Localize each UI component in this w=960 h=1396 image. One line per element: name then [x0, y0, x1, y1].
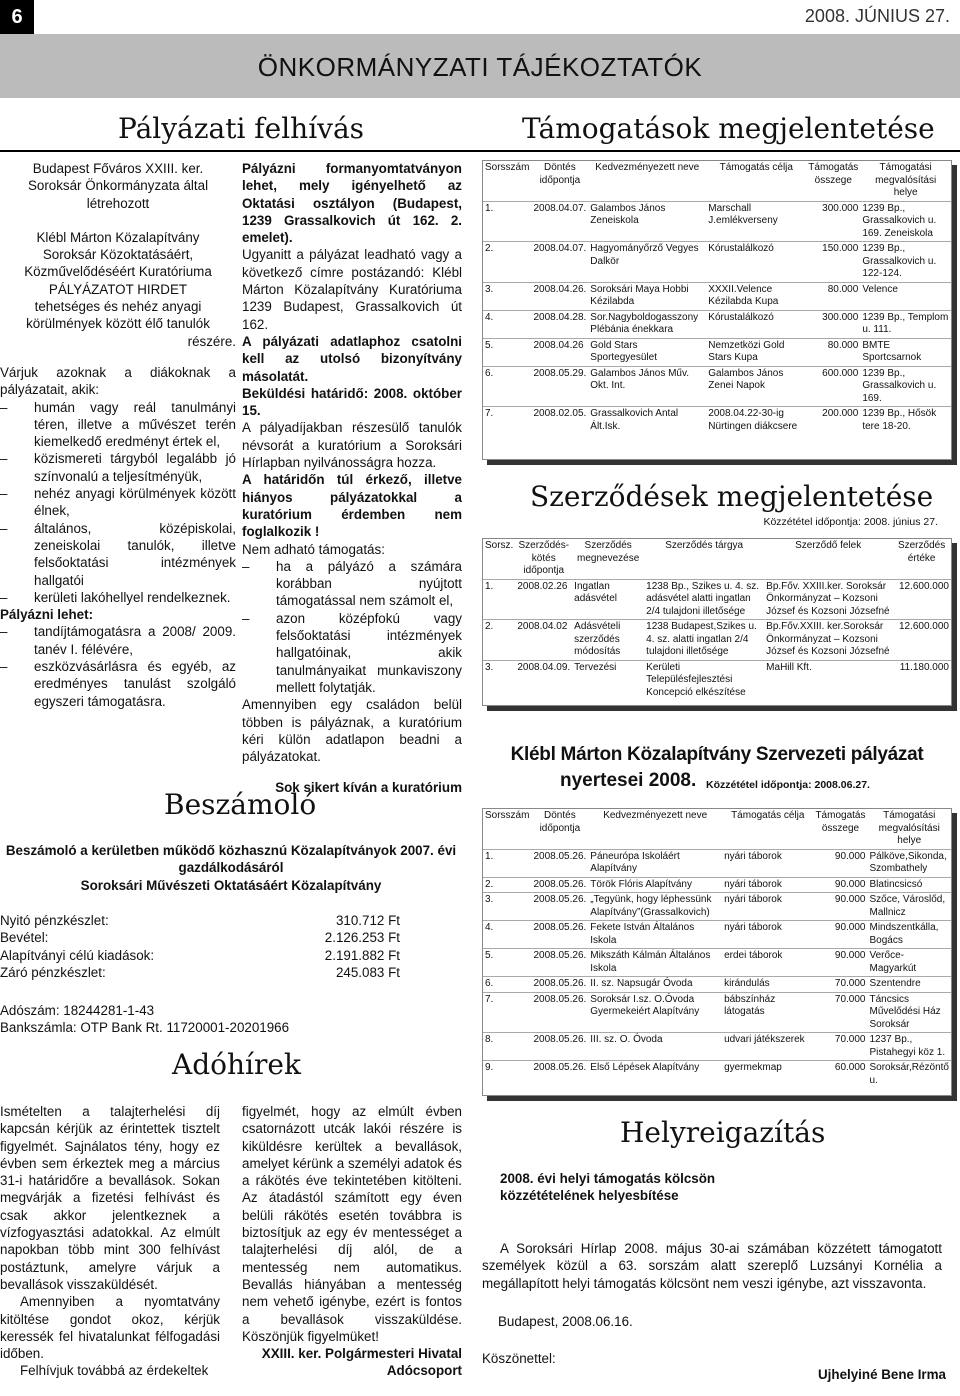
- table-cell: 2008.05.26.: [531, 921, 588, 949]
- table-cell: Ingatlan adásvétel: [572, 579, 644, 620]
- adohirek-signature: Adócsoport: [386, 1363, 462, 1379]
- table-cell: Velence: [860, 282, 951, 310]
- can-apply-item: – tandíjtámogatásra a 2008/ 2009. tanév I. félévére,: [0, 623, 236, 658]
- table-cell: erdei táborok: [722, 949, 813, 977]
- intro-line: létrehozott: [86, 195, 150, 211]
- table-row: [483, 338, 951, 366]
- col-header: Támogatás összege: [815, 810, 866, 834]
- table-cell: Adásvételi szerződés módosítás: [572, 620, 644, 661]
- can-apply-item: – eszközvásárlásra és egyéb, az eredményes tanulást szolgáló egyszeri támogatásra.: [0, 658, 236, 710]
- table-cell: kirándulás: [722, 977, 813, 993]
- finance-label: Záró pénzkészlet:: [0, 964, 106, 980]
- table-cell: MaHill Kft.: [764, 660, 892, 700]
- table-cell: 1239 Bp., Grassalkovich u. 169.: [860, 366, 951, 407]
- finance-row: [0, 929, 400, 946]
- helyreigazitas-date: Budapest, 2008.06.16.: [498, 1314, 633, 1329]
- table-cell: 300.000: [806, 310, 860, 338]
- submit-text: Ugyanitt a pályázat leadható vagy a következő címre postázandó: Klébl Márton Közalapítvány Kuratóriuma 1239 Budapest, Grassalkovich út 162.: [242, 247, 462, 332]
- can-apply-label: Pályázni lehet:: [0, 607, 94, 623]
- col-header: Sorsszám: [485, 162, 530, 173]
- table-cell: Kórustalálkozó: [706, 242, 806, 283]
- table-cell: Mindszentkálla, Bogács: [868, 921, 952, 949]
- col-header: Szerződés-kötés időpontja: [518, 540, 570, 576]
- finance-row: [0, 964, 400, 981]
- late-text: A határidőn túl érkező, illetve hiányos pályázatokkal a kuratórium érdemben nem foglalkozik !: [242, 472, 462, 540]
- table-cell: Soroksár I.sz. O.Óvoda Gyermekeiért Alapítvány: [588, 992, 722, 1033]
- helyreigazitas-subtitle: 2008. évi helyi támogatás kölcsön közzétételének helyesbítése: [500, 1171, 716, 1203]
- adohirek-paragraph: Felhívjuk továbbá az érdekeltek: [20, 1363, 209, 1379]
- condition-item: – nehéz anyagi körülmények között élnek,: [0, 485, 236, 520]
- szerzodesek-table: [483, 539, 951, 700]
- not-given-item: – azon középfokú vagy felsőoktatási intézmények hallgatóinak, akik tanulmányaikat munkaviszony mellett folytatják.: [242, 610, 462, 696]
- table-cell: Galambos János Zenei Napok: [706, 366, 806, 407]
- adohirek-signature: XXIII. ker. Polgármesteri Hivatal: [261, 1346, 462, 1362]
- table-cell: 90.000: [813, 877, 867, 893]
- adohirek-col2: [242, 1103, 462, 1380]
- table-cell: 1239 Bp., Hősök tere 18-20.: [860, 407, 951, 435]
- beszamolo-foundation: Soroksári Művészeti Oktatásáért Közalapítvány: [80, 878, 382, 893]
- table-cell: 3.: [483, 893, 531, 921]
- table-cell: 2.: [483, 877, 531, 893]
- table-cell: 2008.04.22-30-ig Nürtingen diákcsere: [706, 407, 806, 435]
- table-cell: „Tegyünk, hogy léphessünk Alapítvány”(Grassalkovich): [588, 893, 722, 921]
- table-cell: 6.: [483, 366, 531, 407]
- col-header: Kedvezményezett neve: [603, 810, 708, 821]
- table-cell: III. sz. O. Óvoda: [588, 1033, 722, 1061]
- table-cell: 150.000: [806, 242, 860, 283]
- form-text: Pályázni formanyomtatványon lehet, mely igényelhető az Oktatási osztályon (Budapest, 1239 Grassalkovich út 162. 2. emelet).: [242, 161, 462, 246]
- table-cell: 90.000: [813, 921, 867, 949]
- table-cell: Galambos János Műv. Okt. Int.: [588, 366, 706, 407]
- bank-account: Bankszámla: OTP Bank Rt. 11720001-20201966: [0, 1020, 290, 1035]
- table-cell: 1239 Bp., Grassalkovich u. 169. Zeneiskola: [860, 201, 951, 242]
- finance-label: Bevétel:: [0, 930, 49, 946]
- col-header: Támogatás célja: [731, 810, 805, 821]
- table-cell: 2008.02.05.: [531, 407, 588, 435]
- table-cell: 2008.05.26.: [531, 849, 588, 877]
- table-row: [483, 1033, 951, 1061]
- table-cell: 2008.05.26.: [531, 1061, 588, 1089]
- winners-text: A pályadíjakban részesülő tanulók névsorát a kuratórium a Soroksári Hírlapban nyilvánosságra hozza.: [242, 420, 462, 471]
- table-cell: Mikszáth Kálmán Általános Iskola: [588, 949, 722, 977]
- table-cell: Grassalkovich Antal Ált.Isk.: [588, 407, 706, 435]
- table-row: [483, 977, 951, 993]
- not-given-label: Nem adható támogatás:: [242, 541, 385, 557]
- table-cell: 600.000: [806, 366, 860, 407]
- finance-value: 2.126.253 Ft: [324, 930, 400, 946]
- palyazat-middle-column: [242, 160, 462, 797]
- col-header: Támogatás összege: [808, 162, 859, 186]
- org-line: Soroksár Közoktatásáért,: [42, 247, 194, 263]
- header-rule: [0, 150, 960, 152]
- target-line: tehetséges és nehéz anyagi: [34, 299, 202, 315]
- palyazat-title: Pályázati felhívás: [118, 112, 365, 145]
- table-row: [483, 921, 951, 949]
- finance-row: [0, 947, 400, 964]
- table-cell: udvari játékszerek: [722, 1033, 813, 1061]
- adohirek-paragraph: Amennyiben a nyomtatvány kitöltése gondot okoz, kérjük keressék fel hivatalunkat félfogadási időben.: [0, 1294, 220, 1362]
- table-cell: Soroksár,Rézöntő u.: [868, 1061, 952, 1089]
- table-cell: 90.000: [813, 849, 867, 877]
- table-cell: 2008.04.28.: [531, 310, 588, 338]
- table-row: [483, 407, 951, 435]
- adohirek-col1: [0, 1103, 220, 1380]
- table-cell: Blatincsicsó: [868, 877, 952, 893]
- table-row: [483, 849, 951, 877]
- table-row: [483, 877, 951, 893]
- col-header: Támogatás célja: [719, 162, 793, 173]
- target-block: [0, 298, 236, 350]
- org-line: Közművelődéséért Kuratóriuma: [24, 264, 212, 280]
- klebl-title: Klébl Márton Közalapítvány Szervezeti pályázat: [510, 744, 924, 765]
- table-cell: BMTE Sportcsarnok: [860, 338, 951, 366]
- table-cell: 200.000: [806, 407, 860, 435]
- table-cell: 7.: [483, 992, 531, 1033]
- klebl-table-box: [482, 808, 952, 1096]
- table-cell: 5.: [483, 338, 531, 366]
- intro-line: Budapest Főváros XXIII. ker.: [32, 161, 204, 176]
- col-header: Döntés időpontja: [539, 810, 581, 834]
- table-cell: nyári táborok: [722, 893, 813, 921]
- table-row: [483, 1061, 951, 1089]
- table-cell: 5.: [483, 949, 531, 977]
- deadline-text: Beküldési határidő: 2008. október 15.: [242, 385, 462, 419]
- helyreigazitas-body: A Soroksári Hírlap 2008. május 30-ai számában közzétett támogatott személyek közül a 63. sorszám alatt szereplő Luzsányi Kornélia a megállapított helyi támogatás kölcsönt nem veszi igénybe, azt visszavonta.: [482, 1241, 942, 1291]
- table-cell: Marschall J.emlékverseny: [706, 201, 806, 242]
- table-cell: 6.: [483, 977, 531, 993]
- table-cell: 1239 Bp., Templom u. 111.: [860, 310, 951, 338]
- col-header: Szerződés értéke: [897, 540, 946, 564]
- table-row: [483, 201, 951, 242]
- table-row: [483, 310, 951, 338]
- org-line: PÁLYÁZATOT HIRDET: [48, 281, 188, 297]
- table-cell: 90.000: [813, 893, 867, 921]
- table-cell: 60.000: [813, 1061, 867, 1089]
- table-cell: Szőce, Városlőd, Mallnicz: [868, 893, 952, 921]
- table-cell: nyári táborok: [722, 877, 813, 893]
- table-cell: 1.: [483, 201, 531, 242]
- finance-row: [0, 912, 400, 929]
- table-cell: 3.: [483, 660, 515, 700]
- table-cell: 2008.05.26.: [531, 977, 588, 993]
- table-cell: 90.000: [813, 949, 867, 977]
- closing-text: Sok sikert kíván a kuratórium: [275, 780, 462, 796]
- helyreigazitas-signature: Ujhelyiné Bene Irma: [818, 1367, 947, 1382]
- table-row: [483, 660, 951, 700]
- col-header: Támogatási megvalósítási helye: [878, 810, 940, 846]
- issue-date: 2008. JÚNIUS 27.: [804, 6, 950, 26]
- table-row: [483, 992, 951, 1033]
- beszamolo-subtitle: Beszámoló a kerületben működő közhasznú Közalapítványok 2007. évi gazdálkodásáról: [5, 843, 457, 875]
- banner-title: ÖNKORMÁNYZATI TÁJÉKOZTATÓK: [257, 52, 703, 82]
- table-cell: 2008.05.26.: [531, 893, 588, 921]
- helyreigazitas-title: Helyreigazítás: [620, 1116, 826, 1149]
- table-cell: 2.: [483, 242, 531, 283]
- szerzodesek-table-box: [482, 538, 952, 706]
- szerzodesek-date: Közzététel időpontja: 2008. június 27.: [763, 516, 938, 528]
- tamogatasok-title: Támogatások megjelentetése: [522, 112, 935, 145]
- col-header: Sorsz.: [485, 540, 514, 551]
- beszamolo-finances: [0, 912, 400, 981]
- klebl-table: [483, 809, 951, 1088]
- klebl-date: Közzététel időpontja: 2008.06.27.: [706, 779, 870, 791]
- table-cell: XXXII.Velence Kézilabda Kupa: [706, 282, 806, 310]
- table-cell: 1.: [483, 579, 515, 620]
- table-cell: 8.: [483, 1033, 531, 1061]
- table-cell: Táncsics Művelődési Ház Soroksár: [868, 992, 952, 1033]
- col-header: Támogatási megvalósítási helye: [875, 162, 937, 198]
- table-cell: 2008.05.26.: [531, 949, 588, 977]
- table-cell: 2.: [483, 620, 515, 661]
- tamogatasok-table-box: [482, 160, 952, 460]
- adohirek-paragraph: Ismételten a talajterhelési díj kapcsán kérjük az érintettek tisztelt figyelmét. Sajnálatos tény, hogy ez évben sem érkeztek meg a március 31-i határidőre a bevallások. Sokan megvárják a fizetési felhívást és csak akkor jelentkeznek a vízfogyasztási adatokkal. Az elmúlt napokban több mint 300 felhívást postáztunk, amelyre várjuk a bevallások visszaküldését.: [0, 1104, 220, 1292]
- table-cell: 3.: [483, 282, 531, 310]
- table-row: [483, 242, 951, 283]
- family-text: Amennyiben egy családon belül többen is pályáznak, a kuratórium kéri külön adatlapon beadni a pályázatokat.: [242, 697, 462, 765]
- col-header: Szerződés tárgya: [665, 540, 744, 551]
- table-cell: 300.000: [806, 201, 860, 242]
- table-cell: Kerületi Településfejlesztési Koncepció elkészítése: [644, 660, 764, 700]
- table-cell: 2008.04.26: [531, 338, 588, 366]
- table-cell: 80.000: [806, 282, 860, 310]
- org-line: Klébl Márton Közalapítvány: [36, 229, 200, 245]
- table-cell: Pálköve,Sikonda, Szombathely: [868, 849, 952, 877]
- table-row: [483, 366, 951, 407]
- table-cell: 2008.04.02: [515, 620, 572, 661]
- table-cell: Bp.Főv.XXIII. ker.Soroksár Önkormányzat – Kozsoni József és Kozsoni Józsefné: [764, 620, 892, 661]
- page-number: 6: [0, 0, 34, 34]
- table-cell: 2008.02.26: [515, 579, 572, 620]
- col-header: Szerződés megnevezése: [577, 540, 640, 564]
- table-cell: 70.000: [813, 977, 867, 993]
- table-cell: 70.000: [813, 992, 867, 1033]
- table-cell: 2008.04.07.: [531, 242, 588, 283]
- table-cell: 2008.04.26.: [531, 282, 588, 310]
- target-line: körülmények között élő tanulók: [26, 316, 210, 332]
- table-cell: nyári táborok: [722, 921, 813, 949]
- attach-text: A pályázati adatlaphoz csatolni kell az utolsó bizonyítvány másolatát.: [242, 333, 462, 384]
- table-cell: Szentendre: [868, 977, 952, 993]
- col-header: Szerződő felek: [795, 540, 862, 551]
- table-cell: Bp.Főv. XXIII.ker. Soroksár Önkormányzat – Kozsoni József és Kozsoni Józsefné: [764, 579, 892, 620]
- target-line: részére.: [187, 333, 236, 349]
- table-cell: 2008.05.26.: [531, 992, 588, 1033]
- table-cell: Sor.Nagyboldogasszony Plébánia énekkara: [588, 310, 706, 338]
- table-cell: 2008.05.29.: [531, 366, 588, 407]
- table-cell: 70.000: [813, 1033, 867, 1061]
- not-given-item: – ha a pályázó a számára korábban nyújtott támogatással nem számolt el,: [242, 558, 462, 610]
- table-cell: 2008.04.09.: [515, 660, 572, 700]
- condition-item: – általános, középiskolai, zeneiskolai tanulók, illetve felsőoktatási intézmények hallgatói: [0, 520, 236, 589]
- condition-item: – közismereti tárgyból legalább jó színvonalú a teljesítményük,: [0, 450, 236, 485]
- table-cell: 2008.04.07.: [531, 201, 588, 242]
- szerzodesek-title: Szerződések megjelentetése: [530, 480, 934, 513]
- table-cell: Kórustalálkozó: [706, 310, 806, 338]
- org-block: [0, 229, 236, 298]
- table-cell: 2008.05.26.: [531, 877, 588, 893]
- tamogatasok-table: [483, 161, 951, 434]
- tax-id: Adószám: 18244281-1-43: [0, 1003, 155, 1018]
- table-cell: Soroksári Maya Hobbi Kézilabda: [588, 282, 706, 310]
- table-cell: 1238 Budapest,Szikes u. 4. sz. alatti ingatlan 2/4 tulajdoni illetősége: [644, 620, 764, 661]
- table-cell: Török Flóris Alapítvány: [588, 877, 722, 893]
- condition-item: – kerületi lakóhellyel rendelkeznek.: [0, 589, 236, 606]
- table-cell: Verőce-Magyarkút: [868, 949, 952, 977]
- col-header: Kedvezményezett neve: [595, 162, 700, 173]
- intro-line: Soroksár Önkormányzata által: [27, 178, 209, 194]
- palyazat-left-column: [0, 160, 236, 710]
- table-cell: 80.000: [806, 338, 860, 366]
- table-row: [483, 949, 951, 977]
- finance-label: Nyitó pénzkészlet:: [0, 913, 109, 928]
- col-header: Sorsszám: [485, 810, 530, 821]
- condition-item: – humán vagy reál tanulmányi téren, illetve a művészet terén kiemelkedő eredményt értek el,: [0, 399, 236, 451]
- table-cell: 11.180.000: [892, 660, 951, 700]
- table-cell: Első Lépések Alapítvány: [588, 1061, 722, 1089]
- table-cell: II. sz. Napsugár Óvoda: [588, 977, 722, 993]
- table-row: [483, 893, 951, 921]
- finance-value: 2.191.882 Ft: [324, 947, 400, 963]
- intro-block: [0, 160, 236, 212]
- table-cell: Tervezési: [572, 660, 644, 700]
- table-cell: 7.: [483, 407, 531, 435]
- table-cell: Páneurópa Iskoláért Alapítvány: [588, 849, 722, 877]
- col-header: Döntés időpontja: [539, 162, 581, 186]
- table-cell: Hagyományőrző Vegyes Dalkör: [588, 242, 706, 283]
- table-cell: 4.: [483, 310, 531, 338]
- table-cell: 12.600.000: [892, 620, 951, 661]
- table-row: [483, 579, 951, 620]
- table-cell: nyári táborok: [722, 849, 813, 877]
- helyreigazitas-thanks: Köszönettel:: [482, 1351, 556, 1366]
- klebl-title-year: nyertesei 2008.: [560, 770, 697, 791]
- table-cell: 1239 Bp., Grassalkovich u. 122-124.: [860, 242, 951, 283]
- table-cell: 9.: [483, 1061, 531, 1089]
- table-cell: 2008.05.26.: [531, 1033, 588, 1061]
- table-cell: 12.600.000: [892, 579, 951, 620]
- table-cell: 4.: [483, 921, 531, 949]
- table-cell: Fekete István Általános Iskola: [588, 921, 722, 949]
- table-cell: Gold Stars Sportegyesület: [588, 338, 706, 366]
- table-row: [483, 620, 951, 661]
- finance-value: 245.083 Ft: [335, 964, 400, 980]
- table-cell: bábszínház látogatás: [722, 992, 813, 1033]
- adohirek-paragraph: figyelmét, hogy az elmúlt évben csatornázott utcák lakói részére is kiküldésre kerültek a bevallások, amelyet kérünk a személyi adatok és a rákötés éve tekintetében kitölteni. Az átadástól számított egy éven belüli rákötés esetén továbbra is biztosítjuk az egy év mentességet a talajterhelési díj alól, de a mentesség nem automatikus. Bevallás hiányában a mentesség nem vehető igénybe, ezért is fontos a bevallások visszaküldése. Köszönjük figyelmüket!: [242, 1104, 462, 1344]
- table-cell: Galambos János Zeneiskola: [588, 201, 706, 242]
- finance-label: Alapítványi célú kiadások:: [0, 947, 155, 963]
- table-row: [483, 282, 951, 310]
- table-cell: 1238 Bp., Szikes u. 4. sz. adásvétel alatti ingatlan 2/4 tulajdoni illetősége: [644, 579, 764, 620]
- table-cell: gyermekmap: [722, 1061, 813, 1089]
- table-cell: 1237 Bp., Pistahegyi köz 1.: [868, 1033, 952, 1061]
- table-cell: 1.: [483, 849, 531, 877]
- beszamolo-title: Beszámoló: [164, 788, 317, 821]
- wait-text: Várjuk azoknak a diákoknak a pályázatait, akik:: [0, 364, 236, 398]
- finance-value: 310.712 Ft: [335, 913, 400, 928]
- adohirek-title: Adóhírek: [172, 1048, 301, 1081]
- table-cell: Nemzetközi Gold Stars Kupa: [706, 338, 806, 366]
